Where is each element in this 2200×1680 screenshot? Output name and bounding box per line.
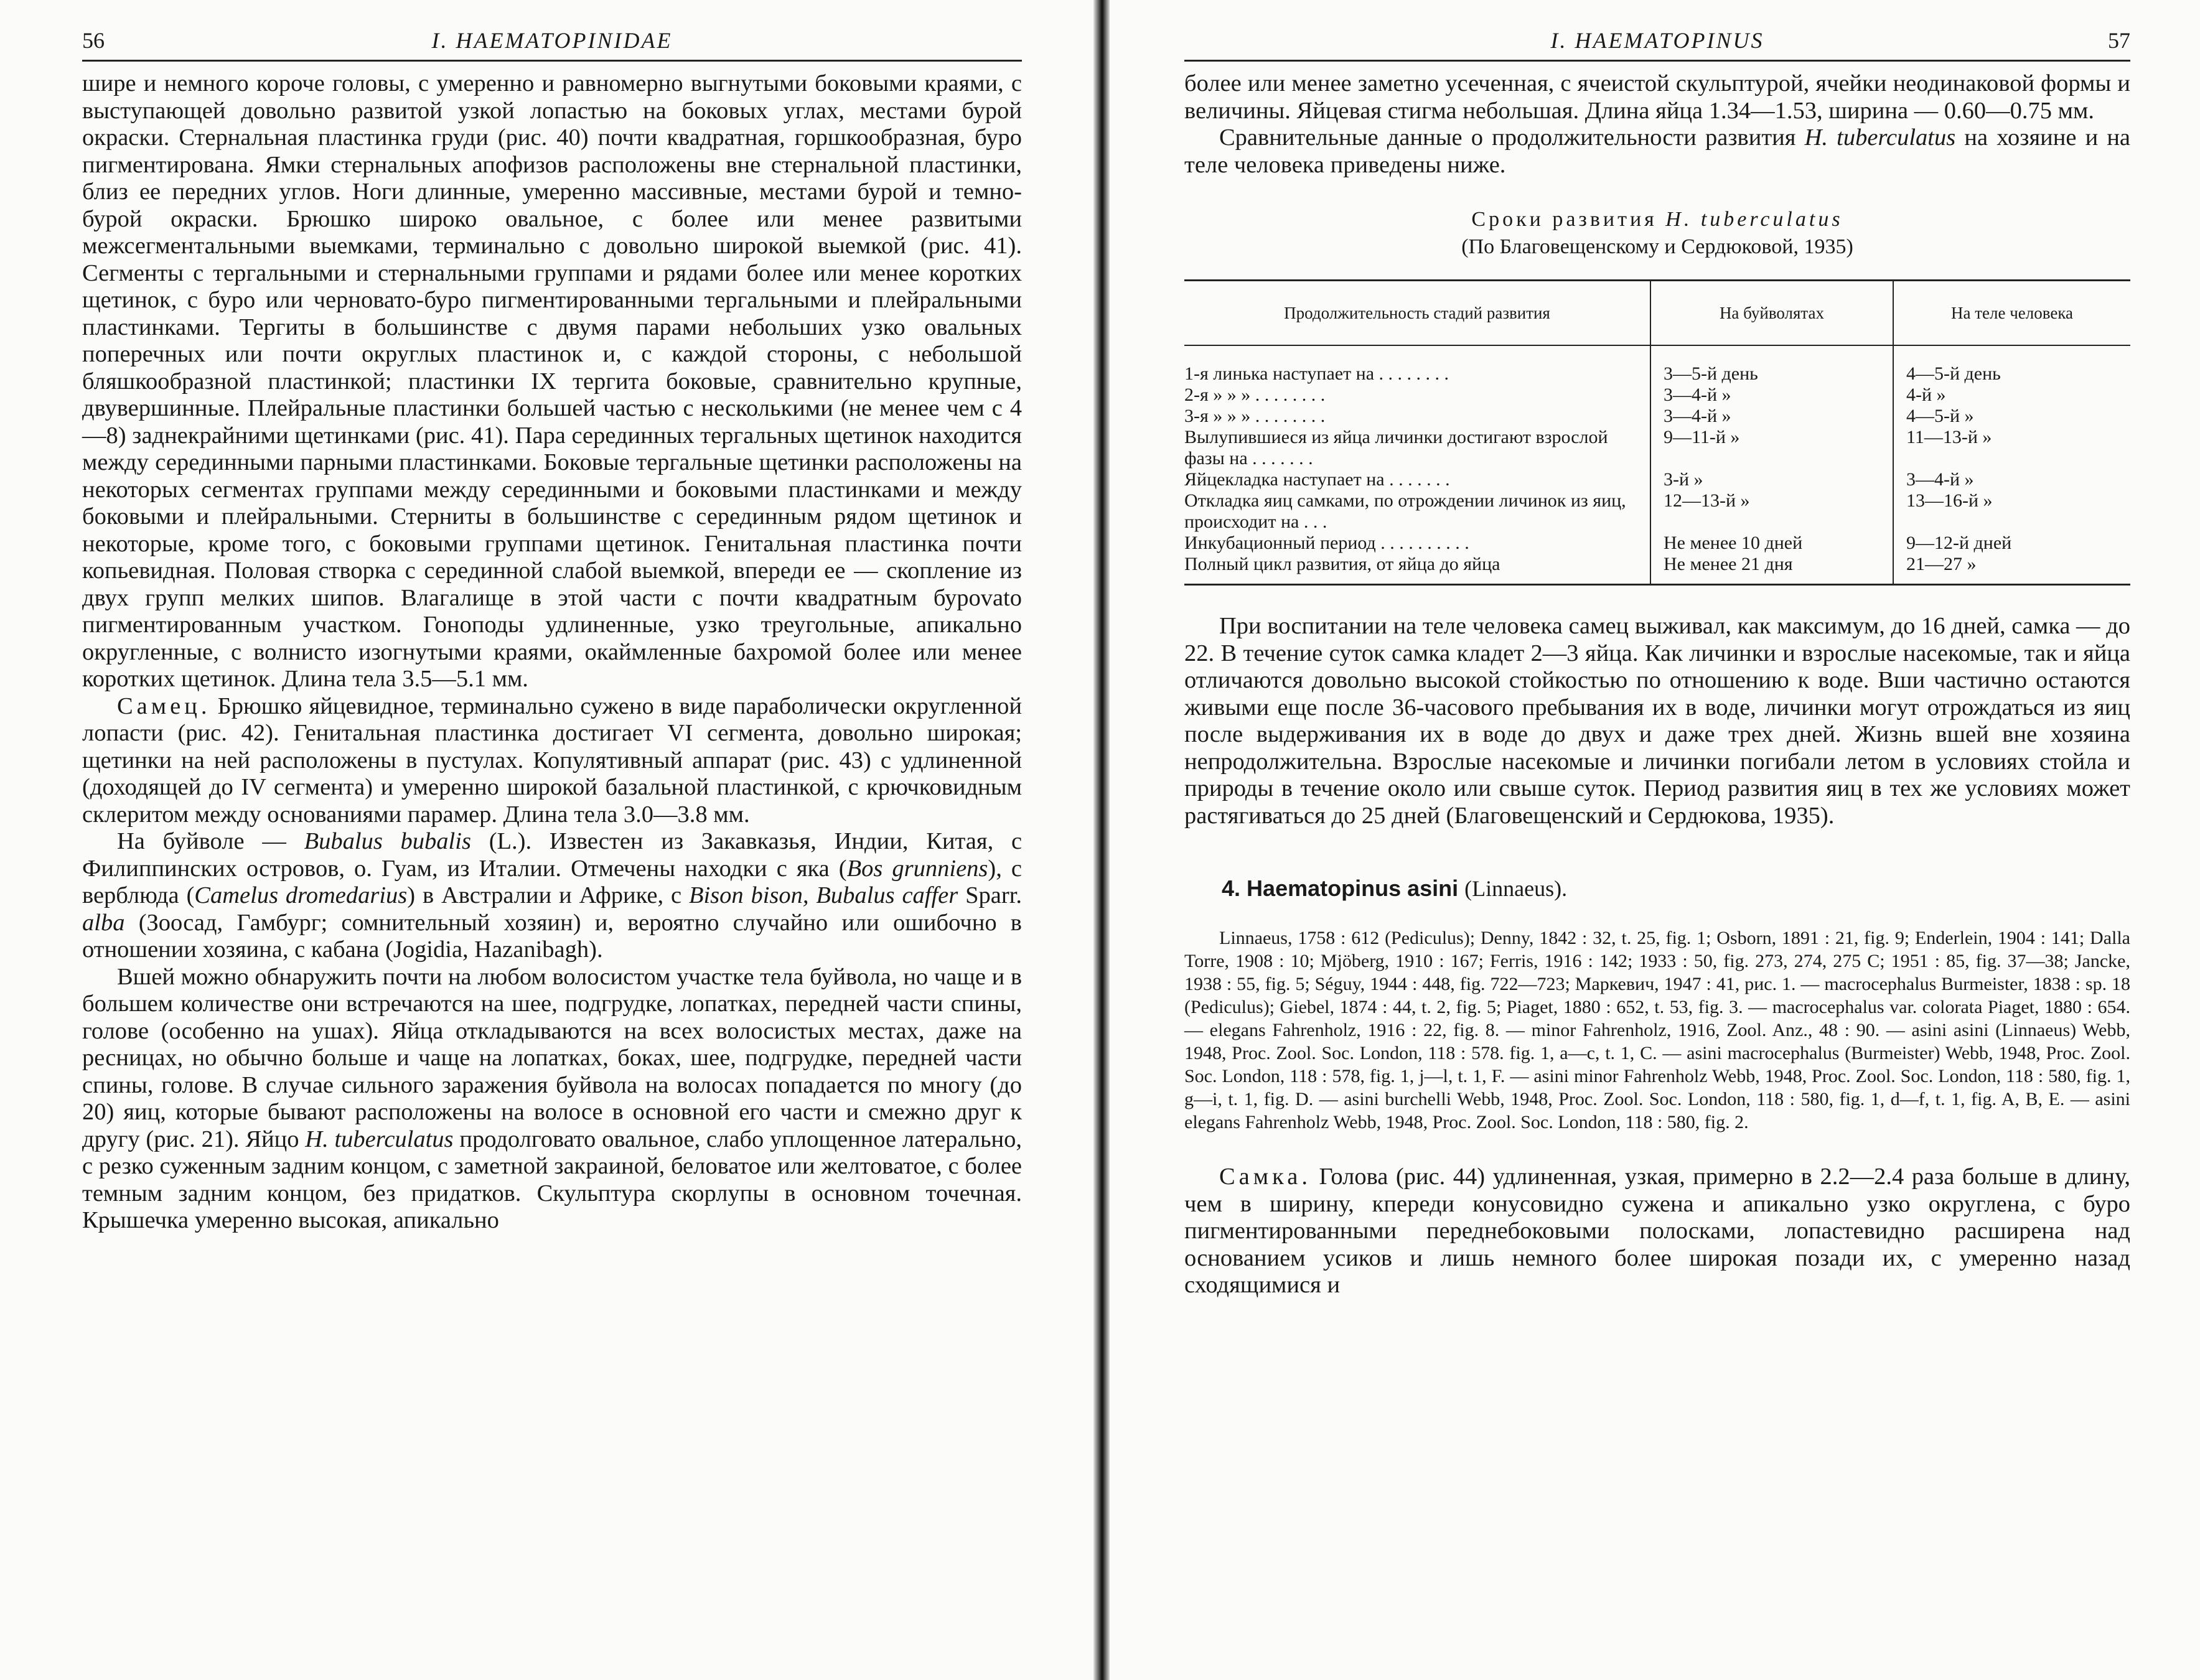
table-cell-buffalo: 3—4-й »: [1650, 385, 1893, 406]
table-cell-buffalo: Не менее 10 дней: [1650, 533, 1893, 554]
header-buffalo: На буйволятах: [1650, 281, 1893, 346]
header-human: На теле человека: [1893, 281, 2130, 346]
page-number-left: 56: [82, 28, 105, 53]
table-cell-stage: Вылупившиеся из яйца личинки достигают взрослой фазы на . . . . . . .: [1184, 427, 1608, 469]
yak-species: Bos grunniens: [846, 855, 988, 882]
alba-form: alba: [82, 909, 125, 936]
table-cell-human: 3—4-й »: [1893, 469, 2130, 490]
table-cell-buffalo: Не менее 21 дня: [1650, 554, 1893, 585]
host-text-1: (L.). Известен из Закавказья, Индии, Китая, с Филиппинских островов, о. Гуам, из Италии. Отмечены находки с яка (: [82, 828, 1023, 882]
development-table: [1184, 279, 2130, 586]
right-body-text: [1184, 70, 2130, 179]
table-title-species: H. tuberculatus: [1665, 208, 1843, 231]
running-head-right: [1184, 25, 2130, 62]
sparr-author: Sparr.: [965, 882, 1023, 908]
egg-paragraph: более или менее заметно усеченная, с ячеистой скульптурой, ячейки неодинаковой формы и величины. Яйцевая стигма небольшая. Длина яйца 1.34—1.53, ширина — 0.60—0.75 мм.: [1184, 70, 2130, 124]
host-text-2: ), с верблюда (: [82, 855, 1022, 908]
table-cell-human: 9—12-й дней: [1893, 533, 2130, 554]
female-label: Самка.: [1219, 1164, 1311, 1190]
table-row: [1184, 469, 2130, 490]
table-cell-stage: Яйцекладка наступает на . . . . . . .: [1184, 469, 1450, 490]
table-body: [1184, 345, 2130, 585]
running-head-left: [82, 25, 1022, 62]
header-stage: Продолжительность стадий развития: [1184, 281, 1650, 346]
lice-text-2: продолговато овальное, слабо уплощенное латерально, с резко суженным задним концом, с заметной закраиной, беловатое или желтоватое, с более темным задним концом, без придатков. Скульптура скорлупы в основном точечная. Крышечка умеренно высокая, апикально: [82, 1126, 1023, 1233]
running-head-title-left: I. HAEMATOPINIDAE: [431, 28, 673, 53]
bison-species: Bison bison, Bubalus caffer: [688, 882, 958, 908]
table-row: [1184, 490, 2130, 533]
table-cell-human: 11—13-й »: [1893, 427, 2130, 469]
table-cell-buffalo: 3-й »: [1650, 469, 1893, 490]
host-text-3: ) в Австралии и Африке, с: [407, 882, 682, 908]
host-paragraph: [82, 828, 1022, 964]
table-row: [1184, 385, 2130, 406]
left-page: [82, 25, 1022, 1234]
table-cell-stage: 1-я линька наступает на . . . . . . . .: [1184, 363, 1449, 384]
male-label: Самец.: [117, 693, 211, 719]
species-author: (Linnaeus).: [1464, 876, 1568, 901]
host-text-4: (Зоосад, Гамбург; сомнительный хозяин) и, вероятно случайно или ошибочно в отношении хозяина, с кабана (Jogidia, Hazanibagh).: [82, 909, 1022, 963]
table-title: [1184, 206, 2130, 233]
table-source: (По Благовещенскому и Сердюковой, 1935): [1461, 235, 1853, 258]
table-cell-human: 4—5-й »: [1893, 406, 2130, 427]
running-head-title-right: I. HAEMATOPINUS: [1550, 28, 1764, 53]
female-block: [1184, 1164, 2130, 1299]
table-cell-human: 21—27 »: [1893, 554, 2130, 585]
species-heading: [1222, 875, 2130, 902]
left-body-text: [82, 70, 1022, 1234]
table-row: [1184, 427, 2130, 469]
description-paragraph: шире и немного короче головы, с умеренно и равномерно выгнутыми боковыми краями, с выступающей довольно развитой узкой лопастью на боковых углах, местами бурой окраски. Стернальная пластинка груди (рис. 40) почти квадратная, горшкообразная, буро пигментирована. Ямки стернальных апофизов расположены вне стернальной пластинки, близ ее передних углов. Ноги длинные, умеренно массивные, местами бурой и темно-бурой окраски. Брюшко широко овальное, с более или менее развитыми межсегментальными выемками, терминально с довольно широкой выемкой (рис. 41). Сегменты с тергальными и стернальными группами и рядами более или менее коротких щетинок, с буро или черновато-буро пигментированными тергальными и плейральными пластинками. Тергиты в большинстве с двумя парами небольших узко овальных поперечных или почти округлых пластинок и, с каждой стороны, с небольшой бляшкообразной пластинкой; пластинки IX тергита боковые, сравнительно крупные, двувершинные. Плейральные пластинки большей частью с несколькими (не менее чем с 4—8) заднекрайними щетинками (рис. 41). Пара серединных тергальных щетинок находится между серединными парными пластинками. Боковые тергальные щетинки расположены на некоторых сегментах группами между серединными и боковыми пластинками и между боковыми и плейральными. Стерниты в большинстве с серединным рядом щетинок и некоторые, кроме того, с боковыми группами щетинок. Генитальная пластинка почти копьевидная. Половая створка с серединной слабой выемкой, впереди ее — скопление из двух групп мелких шипов. Влагалище в этой части с почти квадратным бурovato пигментированным участком. Гоноподы удлиненные, узко треугольные, апикально округленные, с волнисто изогнутыми краями, окаймленные бахромой более или менее коротких щетинок. Длина тела 3.5—5.1 мм.: [82, 70, 1022, 692]
table-cell-human: 4-й »: [1893, 385, 2130, 406]
compare-paragraph: [1184, 124, 2130, 179]
host-intro: На буйволе —: [117, 828, 286, 854]
lice-species: H. tuberculatus: [305, 1126, 454, 1152]
male-paragraph: [82, 693, 1022, 829]
table-header-row: [1184, 281, 2130, 346]
rearing-paragraph: При воспитании на теле человека самец выживал, как максимум, до 16 дней, самка — до 22. В течение суток самка кладет 2—3 яйца. Как личинки и взрослые насекомые, так и яйца отличаются довольно высокой стойкостью по отношению к воде. Вши частично остаются живыми еще после 36-часового пребывания их в воде, личинки могут отрождаться из яиц после выдерживания их в воде до двух и даже трех дней. Жизнь вшей вне хозяина непродолжительна. Взрослые насекомые и личинки погибали летом в условиях стойла и природы в течение около или свыше суток. Период развития яиц в тех же условиях может растягиваться до 25 дней (Благовещенский и Сердюкова, 1935).: [1184, 613, 2131, 829]
table-cell-stage: 3-я » » » . . . . . . . .: [1184, 406, 1326, 426]
synonymy-paragraph: Linnaeus, 1758 : 612 (Pediculus); Denny, 1842 : 32, t. 25, fig. 1; Osborn, 1891 : 21, fig. 9; Enderlein, 1904 : 141; Dalla Torre, 1908 : 10; Mjöberg, 1910 : 167; Ferris, 1916 : 142; 1933 : 50, fig. 273, 274, 275 C; 1951 : 85, fig. 37—38; Jancke, 1938 : 55, fig. 5; Séguy, 1944 : 448, fig. 722—723; Маркевич, 1947 : 41, рис. 1. — macrocephalus Burmeister, 1838 : sp. 18 (Pediculus); Giebel, 1874 : 44, t. 2, fig. 5; Piaget, 1880 : 652, t. 53, fig. 3. — macrocephalus var. colorata Piaget, 1880 : 654. — elegans Fahrenholz, 1916 : 22, fig. 8. — minor Fahrenholz, 1916, Zool. Anz., 48 : 90. — asini asini (Linnaeus) Webb, 1948, Proc. Zool. Soc. London, 118 : 578. fig. 1, a—c, t. 1, C. — asini macrocephalus (Burmeister) Webb, 1948, Proc. Zool. Soc. London, 118 : 578, fig. 1, j—l, t. 1, F. — asini minor Fahrenholz Webb, 1948, Proc. Zool. Soc. London, 118 : 580, fig. 1, g—i, t. 1, fig. D. — asini burchelli Webb, 1948, Proc. Zool. Soc. London, 118 : 580, fig. 1, d—f, t. 1, fig. A, B, E. — asini elegans Fahrenholz Webb, 1948, Proc. Zool. Soc. London, 118 : 580, fig. 2.: [1184, 928, 2130, 1132]
table-cell-human: 13—16-й »: [1893, 490, 2130, 533]
species-name: Haematopinus asini: [1247, 875, 1459, 901]
female-text: Голова (рис. 44) удлиненная, узкая, примерно в 2.2—2.4 раза больше в длину, чем в ширину, кпереди конусовидно сужена и апикально узко округлена, с буро пигментированными переднебоковыми полосками, лопастевидно расширена над основанием усиков и лишь немного более широкая позади их, с умеренно назад сходящимися и: [1184, 1164, 2131, 1298]
table-cell-buffalo: 3—4-й »: [1650, 406, 1893, 427]
table-cell-buffalo: 9—11-й »: [1650, 427, 1893, 469]
table-title-prefix: Сроки развития: [1471, 208, 1657, 231]
compare-text-1: Сравнительные данные о продолжительности развития: [1219, 124, 1796, 151]
camel-species: Camelus dromedarius: [194, 882, 408, 908]
lice-distribution-paragraph: [82, 964, 1022, 1234]
table-cell-stage: Откладка яиц самками, по отрождении личинок из яиц, происходит на . . .: [1184, 490, 1626, 532]
table-row: [1184, 554, 2130, 585]
rearing-block: [1184, 613, 2130, 829]
table-cell-stage: 2-я » » » . . . . . . . .: [1184, 385, 1326, 405]
compare-text-2: на хозяине и на теле человека приведены ниже.: [1184, 124, 2131, 178]
species-number: 4.: [1222, 875, 1241, 901]
male-text: Брюшко яйцевидное, терминально сужено в виде параболически округленной лопасти (рис. 42). Генитальная пластинка достигает VI сегмента, довольно широкая; щетинки на ней расположены в пустулах. Копулятивный аппарат (рис. 43) с удлиненной (доходящей до IV сегмента) и умеренно широкой базальной пластинкой, с крючковидным склеритом между основаниями парамер. Длина тела 3.0—3.8 мм.: [82, 693, 1023, 828]
table-row: [1184, 345, 2130, 385]
compare-species: H. tuberculatus: [1804, 124, 1956, 151]
host-species: Bubalus bubalis: [304, 828, 471, 854]
book-gutter: [1093, 0, 1110, 1680]
female-paragraph: [1184, 1164, 2130, 1299]
table-caption: [1184, 206, 2130, 261]
table-cell-stage: Инкубационный период . . . . . . . . . .: [1184, 533, 1469, 553]
page-number-right: 57: [2108, 28, 2130, 53]
table-cell-buffalo: 12—13-й »: [1650, 490, 1893, 533]
table-row: [1184, 533, 2130, 554]
table-cell-stage: Полный цикл развития, от яйца до яйца: [1184, 554, 1650, 585]
table-cell-buffalo: 3—5-й день: [1650, 345, 1893, 385]
table-cell-human: 4—5-й день: [1893, 345, 2130, 385]
table-row: [1184, 406, 2130, 427]
lice-text-1: Вшей можно обнаружить почти на любом волосистом участке тела буйвола, но чаще и в большем количестве они встречаются на шее, подгрудке, лопатках, передней части спины, голове (особенно на ушах). Яйца откладываются на всех волосистых местах, даже на ресницах, но обычно больше и чаще на лопатках, боках, шее, подгрудке, передней части спины, голове. В случае сильного заражения буйвола на волосах попадается по многу (до 20) яиц, которые бывают расположены на волосе в основной его части и смежно друг к другу (рис. 21). Яйцо: [82, 963, 1022, 1152]
right-page: [1184, 25, 2130, 1299]
